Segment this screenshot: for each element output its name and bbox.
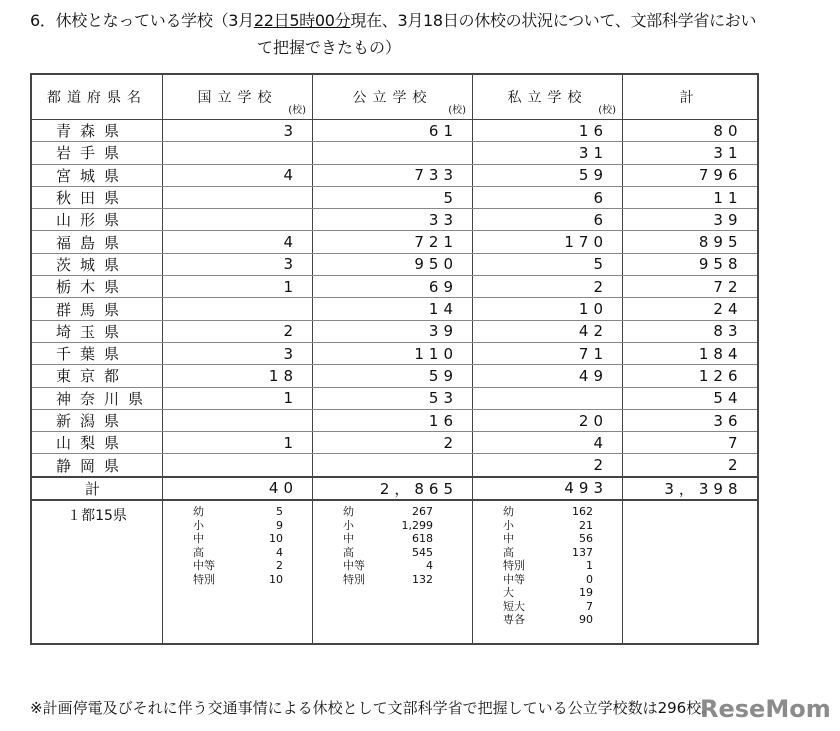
header-private: 私立学校 (校) <box>473 74 623 120</box>
detail-type: 中等 <box>343 559 366 573</box>
total-private: 493 <box>473 477 623 500</box>
cell-private: 170 <box>473 231 623 253</box>
cell-total: 184 <box>623 342 758 364</box>
cell-public: 69 <box>313 276 473 298</box>
total-national: 40 <box>163 477 313 500</box>
cell-public <box>313 454 473 477</box>
total-total: 3，398 <box>623 477 758 500</box>
cell-public: 950 <box>313 253 473 275</box>
table-row <box>31 142 758 164</box>
cell-national <box>163 209 313 231</box>
detail-count: 618 <box>412 532 434 546</box>
cell-total: 895 <box>623 231 758 253</box>
detail-type: 高 <box>193 545 205 559</box>
cell-national: 3 <box>163 120 313 142</box>
cell-total: 2 <box>623 454 758 477</box>
detail-count: 10 <box>269 572 284 586</box>
total-public: 2，865 <box>313 477 473 500</box>
cell-national <box>163 454 313 477</box>
cell-national <box>163 142 313 164</box>
footnote: ※計画停電及びそれに伴う交通事情による休校として文部科学省で把握している公立学校数は296校。 <box>30 699 717 717</box>
cell-national: 3 <box>163 253 313 275</box>
cell-total: 24 <box>623 298 758 320</box>
cell-private: 2 <box>473 276 623 298</box>
cell-pref: 東京都 <box>31 365 163 387</box>
cell-public: 733 <box>313 164 473 186</box>
cell-pref: 千葉県 <box>31 342 163 364</box>
detail-count: 0 <box>586 572 594 586</box>
header-national: 国立学校 (校) <box>163 74 313 120</box>
cell-national: 4 <box>163 164 313 186</box>
detail-type: 幼 <box>503 505 515 519</box>
detail-label: １都15県 <box>31 500 163 644</box>
cell-public: 5 <box>313 186 473 208</box>
detail-count: 162 <box>572 505 594 519</box>
detail-type: 中 <box>503 532 515 546</box>
cell-national <box>163 409 313 431</box>
cell-public: 59 <box>313 365 473 387</box>
cell-total: 7 <box>623 432 758 454</box>
cell-pref: 神奈川県 <box>31 387 163 409</box>
detail-count: 21 <box>579 518 594 532</box>
detail-count: 132 <box>412 572 434 586</box>
cell-total: 796 <box>623 164 758 186</box>
detail-type: 短大 <box>503 599 526 613</box>
total-label: 計 <box>31 477 163 500</box>
table-row <box>31 387 758 409</box>
table-row <box>31 365 758 387</box>
cell-national: 1 <box>163 432 313 454</box>
cell-pref: 茨城県 <box>31 253 163 275</box>
detail-count: 545 <box>412 545 434 559</box>
cell-pref: 静岡県 <box>31 454 163 477</box>
cell-pref: 秋田県 <box>31 186 163 208</box>
detail-type: 小 <box>343 518 355 532</box>
cell-public: 110 <box>313 342 473 364</box>
total-row <box>31 477 758 500</box>
document-title: 6．休校となっている学校（3月22日5時00分現在、3月18日の休校の状況について、文部科学省におい <box>30 11 757 30</box>
header-prefecture: 都道府県名 <box>31 74 163 120</box>
cell-private <box>473 387 623 409</box>
table-row <box>31 231 758 253</box>
document-title-line2: て把握できたもの） <box>257 38 402 57</box>
cell-private: 59 <box>473 164 623 186</box>
cell-private: 31 <box>473 142 623 164</box>
detail-row <box>31 500 758 644</box>
cell-private: 20 <box>473 409 623 431</box>
cell-national: 3 <box>163 342 313 364</box>
cell-total: 72 <box>623 276 758 298</box>
cell-public: 39 <box>313 320 473 342</box>
detail-type: 中 <box>193 532 205 546</box>
detail-count: 5 <box>276 505 284 519</box>
cell-national: 2 <box>163 320 313 342</box>
detail-count: 137 <box>572 545 594 559</box>
cell-pref: 青森県 <box>31 120 163 142</box>
detail-count: 90 <box>579 613 594 627</box>
cell-public: 721 <box>313 231 473 253</box>
detail-public <box>313 500 473 644</box>
detail-count: 56 <box>579 532 594 546</box>
detail-count: 10 <box>269 532 284 546</box>
table-row <box>31 432 758 454</box>
cell-public: 2 <box>313 432 473 454</box>
table-row <box>31 253 758 275</box>
cell-national: 1 <box>163 276 313 298</box>
table-row <box>31 409 758 431</box>
cell-total: 80 <box>623 120 758 142</box>
detail-type: 高 <box>503 545 515 559</box>
cell-public: 53 <box>313 387 473 409</box>
detail-type: 中等 <box>503 572 526 586</box>
table-row <box>31 298 758 320</box>
cell-total: 39 <box>623 209 758 231</box>
table-row <box>31 186 758 208</box>
cell-private: 4 <box>473 432 623 454</box>
watermark-logo: ReseMom <box>700 695 831 723</box>
cell-total: 958 <box>623 253 758 275</box>
cell-pref: 山形県 <box>31 209 163 231</box>
detail-type: 小 <box>193 518 205 532</box>
cell-national: 4 <box>163 231 313 253</box>
cell-pref: 群馬県 <box>31 298 163 320</box>
cell-pref: 山梨県 <box>31 432 163 454</box>
detail-type: 特別 <box>343 572 366 586</box>
detail-count: 7 <box>586 599 594 613</box>
detail-type: 中 <box>343 532 355 546</box>
cell-total: 126 <box>623 365 758 387</box>
cell-total: 11 <box>623 186 758 208</box>
detail-count: 2 <box>276 559 284 573</box>
cell-pref: 栃木県 <box>31 276 163 298</box>
table-row <box>31 342 758 364</box>
detail-count: 4 <box>426 559 434 573</box>
cell-private: 2 <box>473 454 623 477</box>
detail-count: 1,299 <box>401 518 434 532</box>
detail-type: 幼 <box>343 505 355 519</box>
table-row <box>31 454 758 477</box>
cell-public: 61 <box>313 120 473 142</box>
detail-count: 1 <box>586 559 594 573</box>
cell-pref: 宮城県 <box>31 164 163 186</box>
cell-private: 42 <box>473 320 623 342</box>
detail-type: 専各 <box>503 613 526 627</box>
cell-private: 16 <box>473 120 623 142</box>
detail-national <box>163 500 313 644</box>
cell-pref: 埼玉県 <box>31 320 163 342</box>
cell-pref: 福島県 <box>31 231 163 253</box>
cell-total: 36 <box>623 409 758 431</box>
detail-count: 19 <box>579 586 594 600</box>
cell-private: 5 <box>473 253 623 275</box>
detail-type: 高 <box>343 545 355 559</box>
cell-total: 54 <box>623 387 758 409</box>
detail-type: 中等 <box>193 559 216 573</box>
header-row <box>31 74 758 120</box>
detail-private <box>473 500 623 644</box>
detail-total <box>623 500 758 644</box>
cell-pref: 岩手県 <box>31 142 163 164</box>
cell-national <box>163 298 313 320</box>
detail-count: 9 <box>276 518 284 532</box>
cell-total: 31 <box>623 142 758 164</box>
cell-national: 18 <box>163 365 313 387</box>
cell-private: 10 <box>473 298 623 320</box>
detail-count: 4 <box>276 545 284 559</box>
detail-type: 大 <box>503 586 515 600</box>
table-row <box>31 276 758 298</box>
closures-table <box>30 73 759 645</box>
table-row <box>31 120 758 142</box>
cell-public: 16 <box>313 409 473 431</box>
cell-public: 33 <box>313 209 473 231</box>
cell-public: 14 <box>313 298 473 320</box>
cell-private: 6 <box>473 209 623 231</box>
detail-count: 267 <box>412 505 434 519</box>
detail-type: 特別 <box>503 559 526 573</box>
cell-private: 71 <box>473 342 623 364</box>
header-total: 計 <box>623 74 758 120</box>
cell-pref: 新潟県 <box>31 409 163 431</box>
detail-type: 小 <box>503 518 515 532</box>
detail-type: 幼 <box>193 505 205 519</box>
cell-private: 49 <box>473 365 623 387</box>
cell-national: 1 <box>163 387 313 409</box>
header-public: 公立学校 (校) <box>313 74 473 120</box>
detail-type: 特別 <box>193 572 216 586</box>
table-row <box>31 164 758 186</box>
cell-private: 6 <box>473 186 623 208</box>
table-row <box>31 320 758 342</box>
cell-public <box>313 142 473 164</box>
cell-national <box>163 186 313 208</box>
table-row <box>31 209 758 231</box>
cell-total: 83 <box>623 320 758 342</box>
